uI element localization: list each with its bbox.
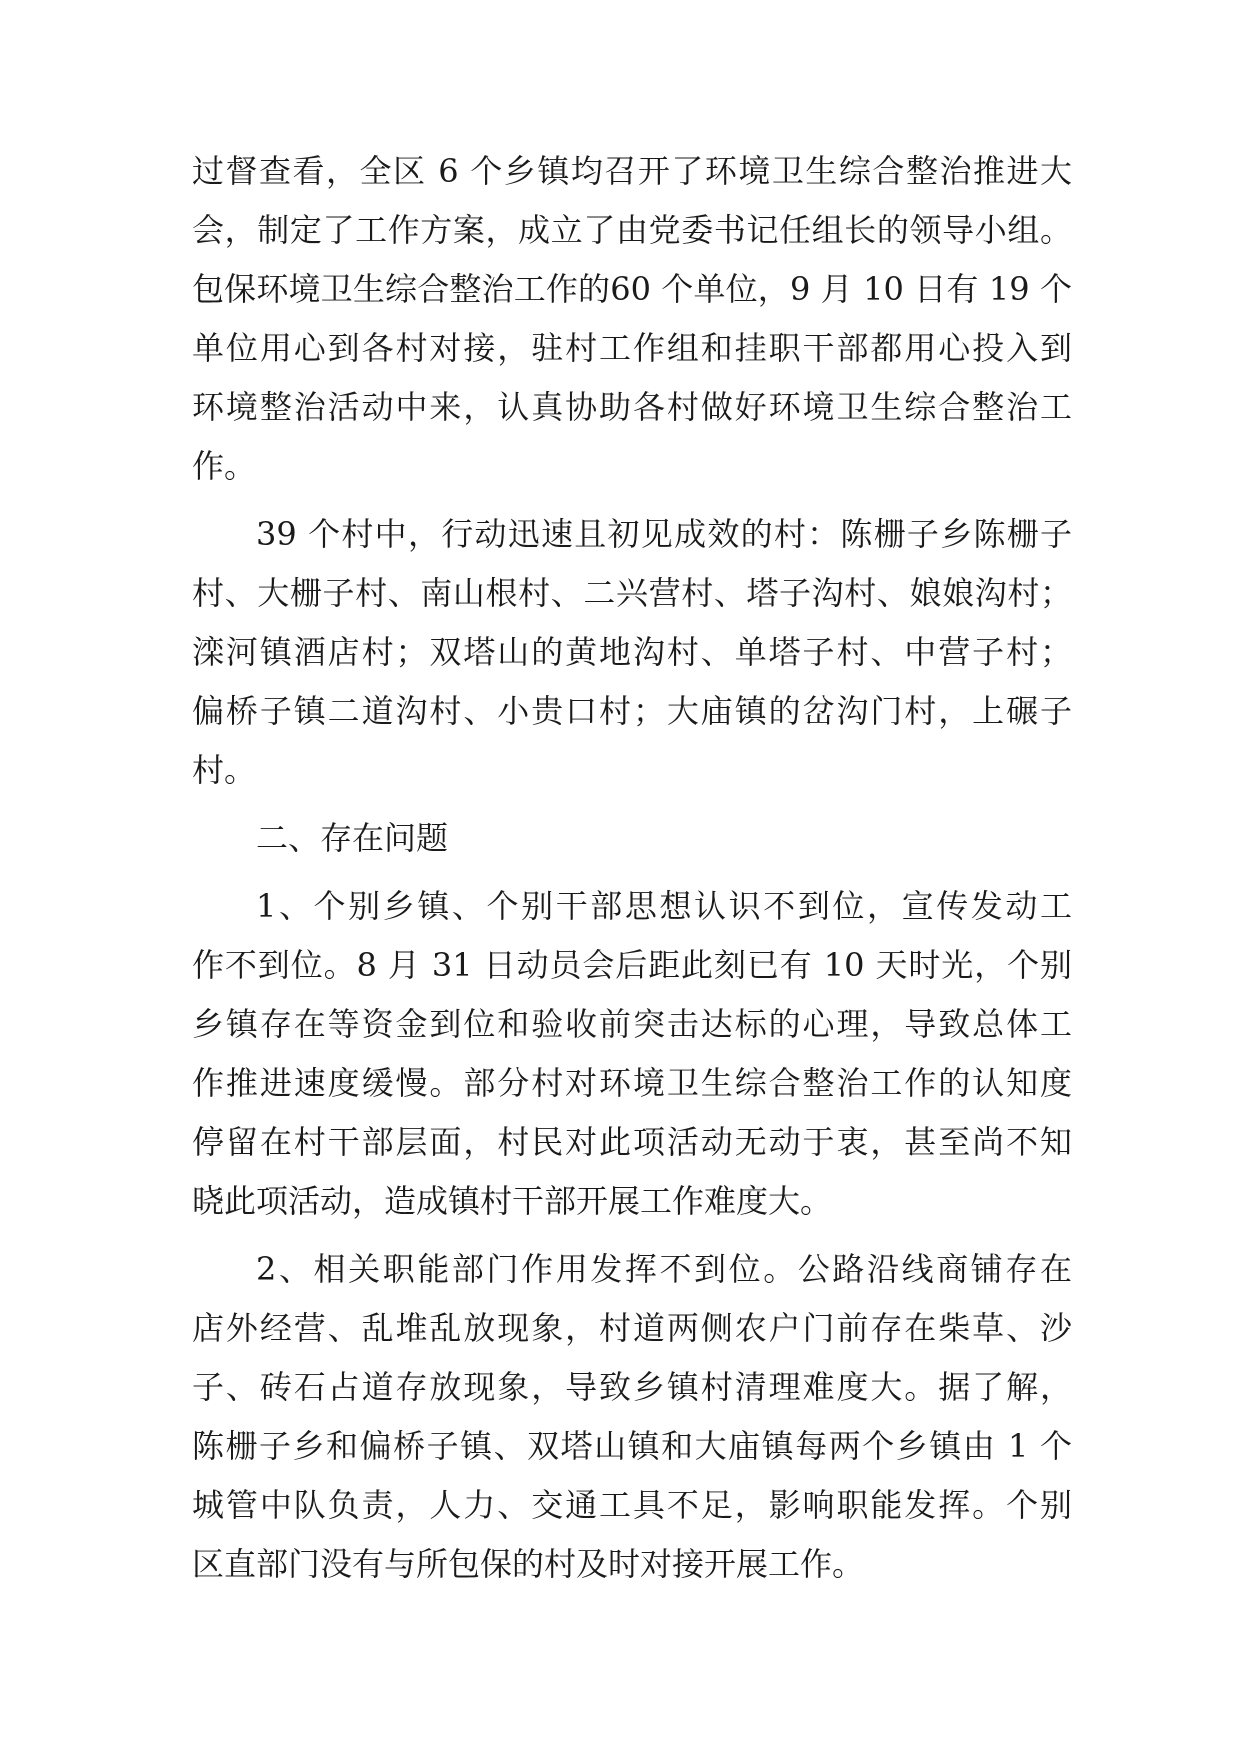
text-line: 作推进速度缓慢。部分村对环境卫生综合整治工作的认知度: [192, 1064, 1072, 1102]
text-line: 停留在村干部层面，村民对此项活动无动于衷，甚至尚不知: [192, 1123, 1072, 1161]
text-line: 乡镇存在等资金到位和验收前突击达标的心理，导致总体工: [192, 1005, 1072, 1043]
text-line: 包保环境卫生综合整治工作的60 个单位，9 月 10 日有 19 个: [192, 270, 1072, 308]
text-line: 作。: [192, 447, 257, 485]
section-heading: 二、存在问题: [256, 819, 449, 857]
text-line: 作不到位。8 月 31 日动员会后距此刻已有 10 天时光，个别: [192, 946, 1072, 984]
text-line: 单位用心到各村对接，驻村工作组和挂职干部都用心投入到: [192, 329, 1072, 367]
text-line: 村、大栅子村、南山根村、二兴营村、塔子沟村、娘娘沟村；: [192, 574, 1072, 612]
text-line: 陈栅子乡和偏桥子镇、双塔山镇和大庙镇每两个乡镇由 1 个: [192, 1427, 1072, 1465]
text-line: 会，制定了工作方案，成立了由党委书记任组长的领导小组。: [192, 211, 1072, 249]
text-line: 晓此项活动，造成镇村干部开展工作难度大。: [192, 1182, 833, 1220]
text-line: 2、相关职能部门作用发挥不到位。公路沿线商铺存在: [256, 1250, 1072, 1288]
text-line: 偏桥子镇二道沟村、小贵口村；大庙镇的岔沟门村，上碾子: [192, 692, 1072, 730]
text-line: 39 个村中，行动迅速且初见成效的村：陈栅子乡陈栅子: [256, 515, 1072, 553]
text-line: 区直部门没有与所包保的村及时对接开展工作。: [192, 1545, 865, 1583]
text-line: 1、个别乡镇、个别干部思想认识不到位，宣传发动工: [256, 887, 1072, 925]
text-line: 店外经营、乱堆乱放现象，村道两侧农户门前存在柴草、沙: [192, 1309, 1072, 1347]
text-line: 子、砖石占道存放现象，导致乡镇村清理难度大。据了解，: [192, 1368, 1072, 1406]
text-line: 村。: [192, 751, 257, 789]
text-line: 城管中队负责，人力、交通工具不足，影响职能发挥。个别: [192, 1486, 1072, 1524]
text-line: 滦河镇酒店村；双塔山的黄地沟村、单塔子村、中营子村；: [192, 633, 1072, 671]
text-line: 过督查看，全区 6 个乡镇均召开了环境卫生综合整治推进大: [192, 152, 1072, 190]
text-line: 环境整治活动中来，认真协助各村做好环境卫生综合整治工: [192, 388, 1072, 426]
